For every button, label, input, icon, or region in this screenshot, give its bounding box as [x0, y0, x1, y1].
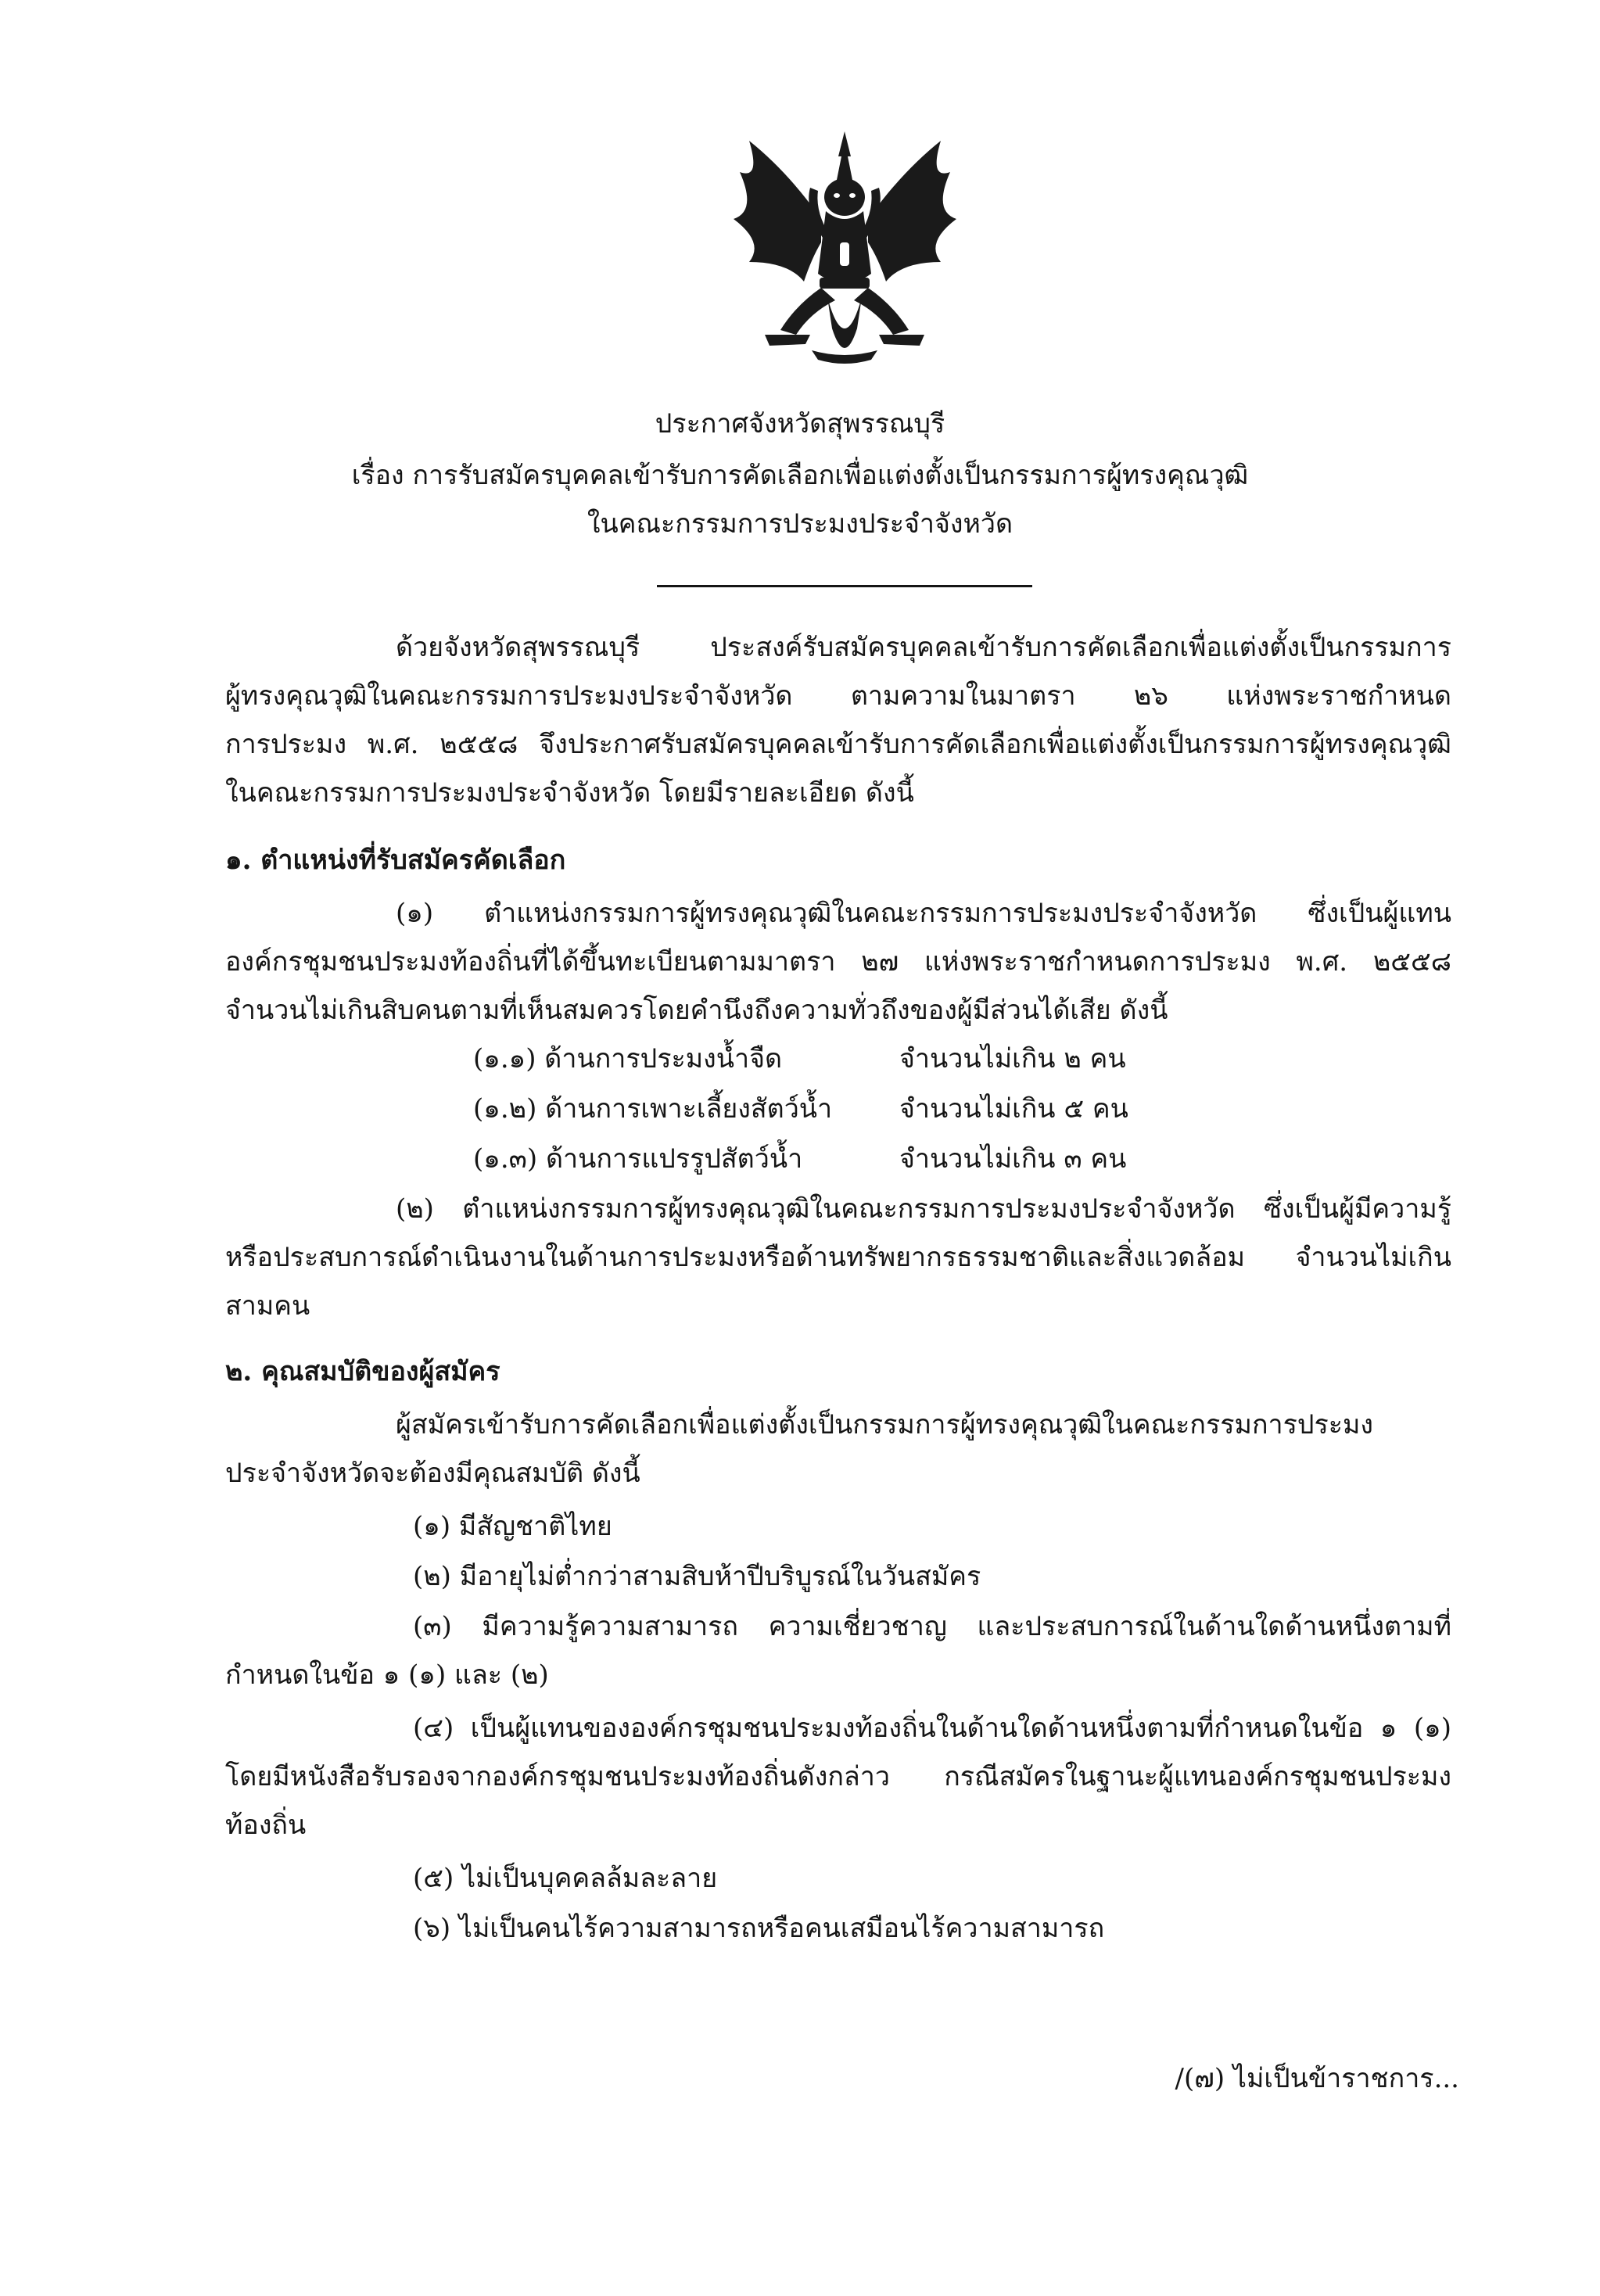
header-divider — [657, 585, 1032, 587]
intro-line: การประมง พ.ศ. ๒๕๕๘ จึงประกาศรับสมัครบุคคลเข้ารับการคัดเลือกเพื่อแต่งตั้งเป็นกรรมการผู้ทรงคุณวุฒิ — [225, 729, 1451, 760]
section2-intro-line: ผู้สมัครเข้ารับการคัดเลือกเพื่อแต่งตั้งเป็นกรรมการผู้ทรงคุณวุฒิในคณะกรรมการประมง — [396, 1409, 1374, 1440]
qualification-item: (๖) ไม่เป็นคนไร้ความสามารถหรือคนเสมือนไร้ความสามารถ — [413, 1913, 1105, 1944]
section1-item1-line: องค์กรชุมชนประมงท้องถิ่นที่ได้ขึ้นทะเบียนตามมาตรา ๒๗ แห่งพระราชกำหนดการประมง พ.ศ. ๒๕๕๘ — [225, 946, 1451, 978]
qualification-item-cont: โดยมีหนังสือรับรองจากองค์กรชุมชนประมงท้องถิ่นดังกล่าว กรณีสมัครในฐานะผู้แทนองค์กรชุมชนประมง — [225, 1761, 1451, 1792]
qualification-item: (๓) มีความรู้ความสามารถ ความเชี่ยวชาญ และประสบการณ์ในด้านใดด้านหนึ่งตามที่ — [413, 1611, 1451, 1642]
section1-item2-line: สามคน — [225, 1290, 310, 1322]
sub-item-label: (๑.๓) ด้านการแปรรูปสัตว์น้ำ — [473, 1143, 803, 1175]
announcement-subject-line2: ในคณะกรรมการประมงประจำจังหวัด — [587, 508, 1013, 540]
announcement-subject: เรื่อง การรับสมัครบุคคลเข้ารับการคัดเลือกเพื่อแต่งตั้งเป็นกรรมการผู้ทรงคุณวุฒิ — [351, 460, 1249, 491]
qualification-item: (๕) ไม่เป็นบุคคลล้มละลาย — [413, 1863, 718, 1894]
announcement-title: ประกาศจังหวัดสุพรรณบุรี — [655, 408, 945, 439]
qualification-item: (๒) มีอายุไม่ต่ำกว่าสามสิบห้าปีบริบูรณ์ในวันสมัคร — [413, 1561, 981, 1592]
qualification-item-cont: กำหนดในข้อ ๑ (๑) และ (๒) — [225, 1659, 549, 1691]
sub-item-count: จำนวนไม่เกิน ๕ คน — [899, 1093, 1128, 1125]
qualification-item: (๔) เป็นผู้แทนขององค์กรชุมชนประมงท้องถิ่นในด้านใดด้านหนึ่งตามที่กำหนดในข้อ ๑ (๑) — [413, 1713, 1451, 1744]
sub-item-label: (๑.๑) ด้านการประมงน้ำจืด — [473, 1043, 783, 1074]
qualification-item: (๑) มีสัญชาติไทย — [413, 1511, 612, 1542]
intro-line: ผู้ทรงคุณวุฒิในคณะกรรมการประมงประจำจังหวัด ตามความในมาตรา ๒๖ แห่งพระราชกำหนด — [225, 680, 1451, 712]
qualification-item-cont: ท้องถิ่น — [225, 1810, 307, 1841]
section1-item2-line: หรือประสบการณ์ดำเนินงานในด้านการประมงหรือด้านทรัพยากรธรรมชาติและสิ่งแวดล้อม จำนวนไม่เกิน — [225, 1242, 1451, 1273]
section1-heading: ๑. ตำแหน่งที่รับสมัครคัดเลือก — [225, 845, 566, 876]
section2-heading: ๒. คุณสมบัติของผู้สมัคร — [225, 1356, 500, 1387]
sub-item-label: (๑.๒) ด้านการเพาะเลี้ยงสัตว์น้ำ — [473, 1093, 833, 1125]
intro-line: ในคณะกรรมการประมงประจำจังหวัด โดยมีรายละเอียด ดังนี้ — [225, 777, 914, 809]
section1-item2-line: (๒) ตำแหน่งกรรมการผู้ทรงคุณวุฒิในคณะกรรมการประมงประจำจังหวัด ซึ่งเป็นผู้มีความรู้ — [396, 1193, 1451, 1225]
section2-intro-line: ประจำจังหวัดจะต้องมีคุณสมบัติ ดังนี้ — [225, 1458, 640, 1489]
page-continuation: /(๗) ไม่เป็นข้าราชการ... — [1175, 2063, 1459, 2094]
garuda-emblem-icon — [718, 125, 972, 375]
section1-item1-line: จำนวนไม่เกินสิบคนตามที่เห็นสมควรโดยคำนึงถึงความทั่วถึงของผู้มีส่วนได้เสีย ดังนี้ — [225, 995, 1168, 1026]
section1-item1-line: (๑) ตำแหน่งกรรมการผู้ทรงคุณวุฒิในคณะกรรมการประมงประจำจังหวัด ซึ่งเป็นผู้แทน — [396, 898, 1451, 929]
intro-line: ด้วยจังหวัดสุพรรณบุรี ประสงค์รับสมัครบุคคลเข้ารับการคัดเลือกเพื่อแต่งตั้งเป็นกรรมการ — [396, 632, 1451, 663]
sub-item-count: จำนวนไม่เกิน ๒ คน — [899, 1043, 1126, 1074]
sub-item-count: จำนวนไม่เกิน ๓ คน — [899, 1143, 1127, 1175]
